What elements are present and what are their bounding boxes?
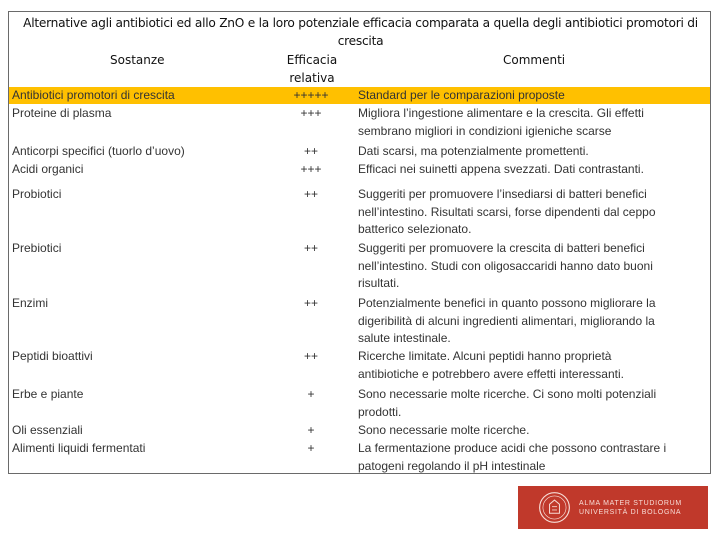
comment-line: Suggeriti per promuovere la crescita di batteri benefici [358, 241, 645, 255]
row-substance: Oli essenziali [12, 423, 83, 437]
row-comment [358, 422, 710, 440]
row-efficacy: ++ [303, 144, 318, 158]
row-efficacy: +++ [300, 106, 322, 120]
logo-text [579, 499, 682, 517]
row-efficacy: + [307, 441, 315, 455]
row-comment [358, 295, 710, 348]
row-substance: Peptidi bioattivi [12, 349, 93, 363]
comment-line: Dati scarsi, ma potenzialmente promettenti. [358, 144, 589, 158]
comment-line: La fermentazione produce acidi che possono contrastare i [358, 441, 667, 455]
row-substance: Proteine di plasma [12, 106, 112, 120]
row-efficacy: +++ [300, 162, 322, 176]
comment-line: batterico selezionato. [358, 222, 472, 237]
row-efficacy: +++++ [293, 88, 329, 102]
logo-line2: UNIVERSITÀ DI BOLOGNA [579, 508, 682, 516]
comment-line: Standard per le comparazioni proposte [358, 88, 565, 102]
comment-line: salute intestinale. [358, 331, 451, 346]
row-comment [358, 186, 710, 239]
comment-line: Ricerche limitate. Alcuni peptidi hanno proprietà [358, 349, 612, 363]
header-sostanze: Sostanze [110, 53, 165, 67]
header-efficacia [284, 51, 340, 87]
header-efficacia-line2: relativa [289, 71, 335, 85]
comment-line: nell’intestino. Studi con oligosaccaridi hanno dato buoni [358, 258, 653, 273]
row-comment [358, 386, 710, 421]
row-substance: Acidi organici [12, 162, 84, 176]
comment-line: Suggeriti per promuovere l’insediarsi di batteri benefici [358, 187, 647, 201]
university-logo [518, 486, 708, 529]
seal-icon [538, 491, 571, 524]
row-efficacy: ++ [303, 187, 318, 201]
row-efficacy: + [307, 423, 315, 437]
comment-line: sembrano migliori in condizioni igieniche scarse [358, 123, 612, 138]
comment-line: patogeni regolando il pH intestinale [358, 458, 546, 473]
row-substance: Alimenti liquidi fermentati [12, 441, 146, 455]
row-comment [358, 87, 710, 105]
header-commenti: Commenti [503, 53, 566, 67]
row-comment [358, 161, 710, 179]
row-efficacy: ++ [303, 241, 318, 255]
row-efficacy: ++ [303, 349, 318, 363]
comment-line: Sono necessarie molte ricerche. Ci sono molti potenziali [358, 387, 657, 401]
comment-line: risultati. [358, 276, 400, 291]
comment-line: digeribilità di alcuni ingredienti alimentari, migliorando la [358, 313, 655, 328]
row-efficacy: + [307, 387, 315, 401]
row-substance: Anticorpi specifici (tuorlo d’uovo) [12, 144, 185, 158]
comment-line: Migliora l’ingestione alimentare e la crescita. Gli effetti [358, 106, 644, 120]
row-substance: Enzimi [12, 296, 49, 310]
logo-line1: ALMA MATER STUDIORUM [579, 499, 682, 507]
row-substance: Erbe e piante [12, 387, 84, 401]
row-comment [358, 240, 710, 293]
row-substance: Probiotici [12, 187, 62, 201]
comment-line: Potenzialmente benefici in quanto possono migliorare la [358, 296, 656, 310]
row-substance: Prebiotici [12, 241, 62, 255]
row-comment [358, 348, 710, 383]
row-comment [358, 105, 710, 140]
comment-line: nell’intestino. Risultati scarsi, forse dipendenti dal ceppo [358, 204, 656, 219]
row-substance: Antibiotici promotori di crescita [12, 88, 175, 102]
comment-line: Sono necessarie molte ricerche. [358, 423, 530, 437]
page-title: Alternative agli antibiotici ed allo ZnO e la loro potenziale efficacia comparata a quella degli antibiotici promotori di crescita [23, 16, 698, 48]
header-efficacia-line1: Efficacia [286, 53, 338, 67]
row-comment [358, 440, 710, 475]
row-efficacy: ++ [303, 296, 318, 310]
comment-line: prodotti. [358, 404, 402, 419]
comment-line: Efficaci nei suinetti appena svezzati. Dati contrastanti. [358, 162, 644, 176]
comment-line: antibiotiche e potrebbero avere effetti interessanti. [358, 366, 624, 381]
row-comment [358, 143, 710, 161]
